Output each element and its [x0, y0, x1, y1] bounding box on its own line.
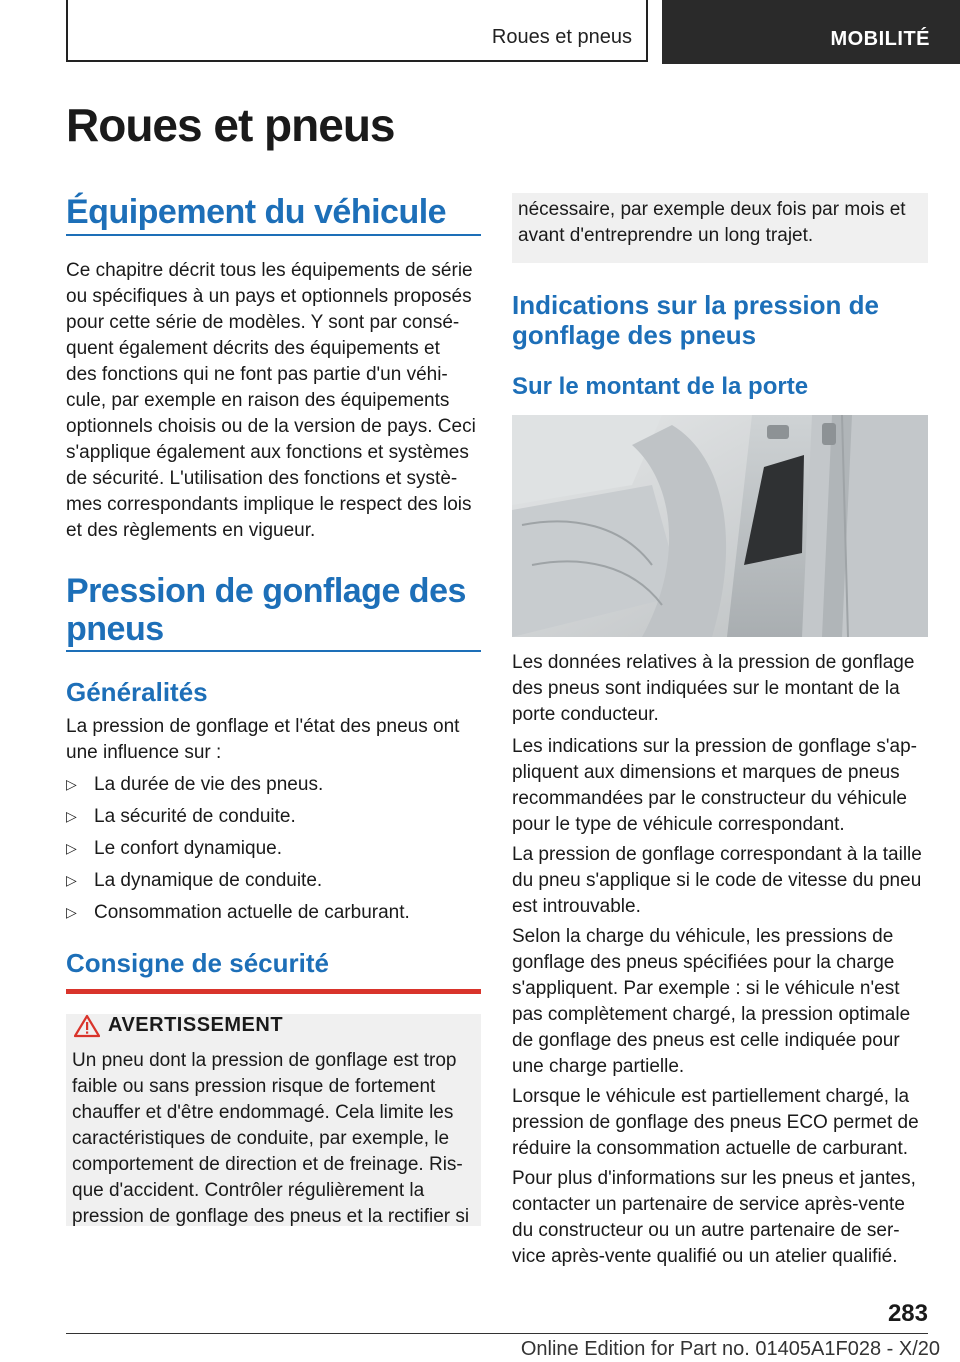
- list-item: [66, 868, 481, 900]
- header-section-box: [66, 0, 648, 62]
- text-line: La pression de gonflage correspondant à la taille: [512, 844, 922, 865]
- text-line: contacter un partenaire de service après-vente: [512, 1194, 905, 1215]
- text-line: quent également décrits des équipements et: [66, 338, 440, 359]
- text-line: de gonflage des pneus est celle indiquée pour: [512, 1030, 900, 1051]
- list-item: [66, 836, 481, 868]
- text-line: La pression de gonflage et l'état des pneus ont: [66, 716, 460, 737]
- text-line: comportement de direction et de freinage. Ris-: [72, 1154, 463, 1175]
- list-item-text: Le confort dynamique.: [94, 838, 283, 859]
- text-line: Ce chapitre décrit tous les équipements de série: [66, 260, 473, 281]
- indications-heading-line1: Indications sur la pression de: [512, 290, 879, 320]
- text-line: caractéristiques de conduite, par exemple, le: [72, 1128, 450, 1149]
- text-line: s'appliquent. Par exemple : si le véhicule n'est: [512, 978, 900, 999]
- triangle-right-icon: ▷: [66, 904, 77, 920]
- door-pillar-photo: [512, 415, 928, 637]
- text-line: une charge partielle.: [512, 1056, 685, 1077]
- list-item: [66, 804, 481, 836]
- header-chapter-label: MOBILITÉ: [830, 28, 930, 50]
- text-line: chauffer et d'être endommagé. Cela limite les: [72, 1102, 454, 1123]
- text-line: du pneu s'applique si le code de vitesse du pneu: [512, 870, 922, 891]
- list-item-text: La dynamique de conduite.: [94, 870, 323, 891]
- text-line: pour le type de véhicule correspondant.: [512, 814, 845, 835]
- triangle-right-icon: ▷: [66, 776, 77, 792]
- general-heading: Généralités: [66, 677, 208, 707]
- text-line: des fonctions qui ne font pas partie d'un véhi-: [66, 364, 448, 385]
- triangle-right-icon: ▷: [66, 840, 77, 856]
- equipment-rule: [66, 234, 481, 236]
- text-line: pas complètement chargé, la pression optimale: [512, 1004, 911, 1025]
- text-line: des pneus sont indiquées sur le montant de la: [512, 678, 900, 699]
- text-line: faible ou sans pression risque de fortement: [72, 1076, 436, 1097]
- text-line: que d'accident. Contrôler régulièrement la: [72, 1180, 425, 1201]
- text-line: recommandées par le constructeur du véhicule: [512, 788, 907, 809]
- influence-list: [66, 772, 481, 932]
- text-line: et des règlements en vigueur.: [66, 520, 316, 541]
- text-line: pression de gonflage des pneus et la rectifier si: [72, 1206, 470, 1227]
- equipment-heading: Équipement du véhicule: [66, 193, 447, 231]
- text-line: une influence sur :: [66, 742, 222, 763]
- header-section-title: Roues et pneus: [491, 26, 632, 48]
- header-chapter-tab: [662, 0, 960, 64]
- text-line: mes correspondants implique le respect des lois: [66, 494, 472, 515]
- text-line: cule, par exemple en raison des équipements: [66, 390, 450, 411]
- text-line: optionnels choisis ou de la version de pays. Ceci: [66, 416, 476, 437]
- list-item-text: Consommation actuelle de carburant.: [94, 902, 410, 923]
- safety-heading: Consigne de sécurité: [66, 948, 329, 978]
- text-line: Les données relatives à la pression de gonflage: [512, 652, 915, 673]
- text-line: du constructeur ou un autre partenaire de ser-: [512, 1220, 900, 1241]
- pressure-heading-line1: Pression de gonflage des: [66, 572, 466, 610]
- text-line: Un pneu dont la pression de gonflage est trop: [72, 1050, 457, 1071]
- text-line: nécessaire, par exemple deux fois par mois et: [518, 199, 906, 220]
- text-line: avant d'entreprendre un long trajet.: [518, 225, 814, 246]
- indications-heading-line2: gonflage des pneus: [512, 320, 757, 350]
- note-continuation-box: [512, 193, 928, 263]
- text-line: Pour plus d'informations sur les pneus et jantes,: [512, 1168, 916, 1189]
- page-title: Roues et pneus: [66, 99, 395, 151]
- list-item-text: La durée de vie des pneus.: [94, 774, 324, 795]
- text-line: pliquent aux dimensions et marques de pneus: [512, 762, 900, 783]
- warning-bar: [66, 989, 481, 994]
- footer-rule: [66, 1333, 928, 1334]
- text-line: pour cette série de modèles. Y sont par consé-: [66, 312, 460, 333]
- triangle-right-icon: ▷: [66, 808, 77, 824]
- text-line: Les indications sur la pression de gonflage s'ap-: [512, 736, 917, 757]
- text-line: est introuvable.: [512, 896, 641, 917]
- pressure-heading-line2: pneus: [66, 610, 164, 648]
- warning-box: [66, 1014, 481, 1226]
- warning-triangle-icon: [74, 1014, 100, 1038]
- text-line: Lorsque le véhicule est partiellement chargé, la: [512, 1086, 910, 1107]
- text-line: s'applique également aux fonctions et systèmes: [66, 442, 469, 463]
- text-line: ou spécifiques à un pays et optionnels proposés: [66, 286, 472, 307]
- list-item: [66, 772, 481, 804]
- text-line: pression de gonflage des pneus ECO permet de: [512, 1112, 919, 1133]
- text-line: réduire la consommation actuelle de carburant.: [512, 1138, 909, 1159]
- text-line: Selon la charge du véhicule, les pressions de: [512, 926, 894, 947]
- page-number: 283: [887, 1300, 928, 1327]
- text-line: vice après-vente qualifié ou un atelier qualifié.: [512, 1246, 898, 1267]
- list-item: [66, 900, 481, 932]
- text-line: gonflage des pneus spécifiées pour la charge: [512, 952, 895, 973]
- text-line: de sécurité. L'utilisation des fonctions et systè-: [66, 468, 458, 489]
- door-pillar-heading: Sur le montant de la porte: [512, 373, 809, 400]
- triangle-right-icon: ▷: [66, 872, 77, 888]
- warning-title: AVERTISSEMENT: [108, 1014, 284, 1036]
- list-item-text: La sécurité de conduite.: [94, 806, 296, 827]
- footer-edition: Online Edition for Part no. 01405A1F028 - X/20: [520, 1338, 940, 1360]
- text-line: porte conducteur.: [512, 704, 659, 725]
- pressure-rule: [66, 650, 481, 652]
